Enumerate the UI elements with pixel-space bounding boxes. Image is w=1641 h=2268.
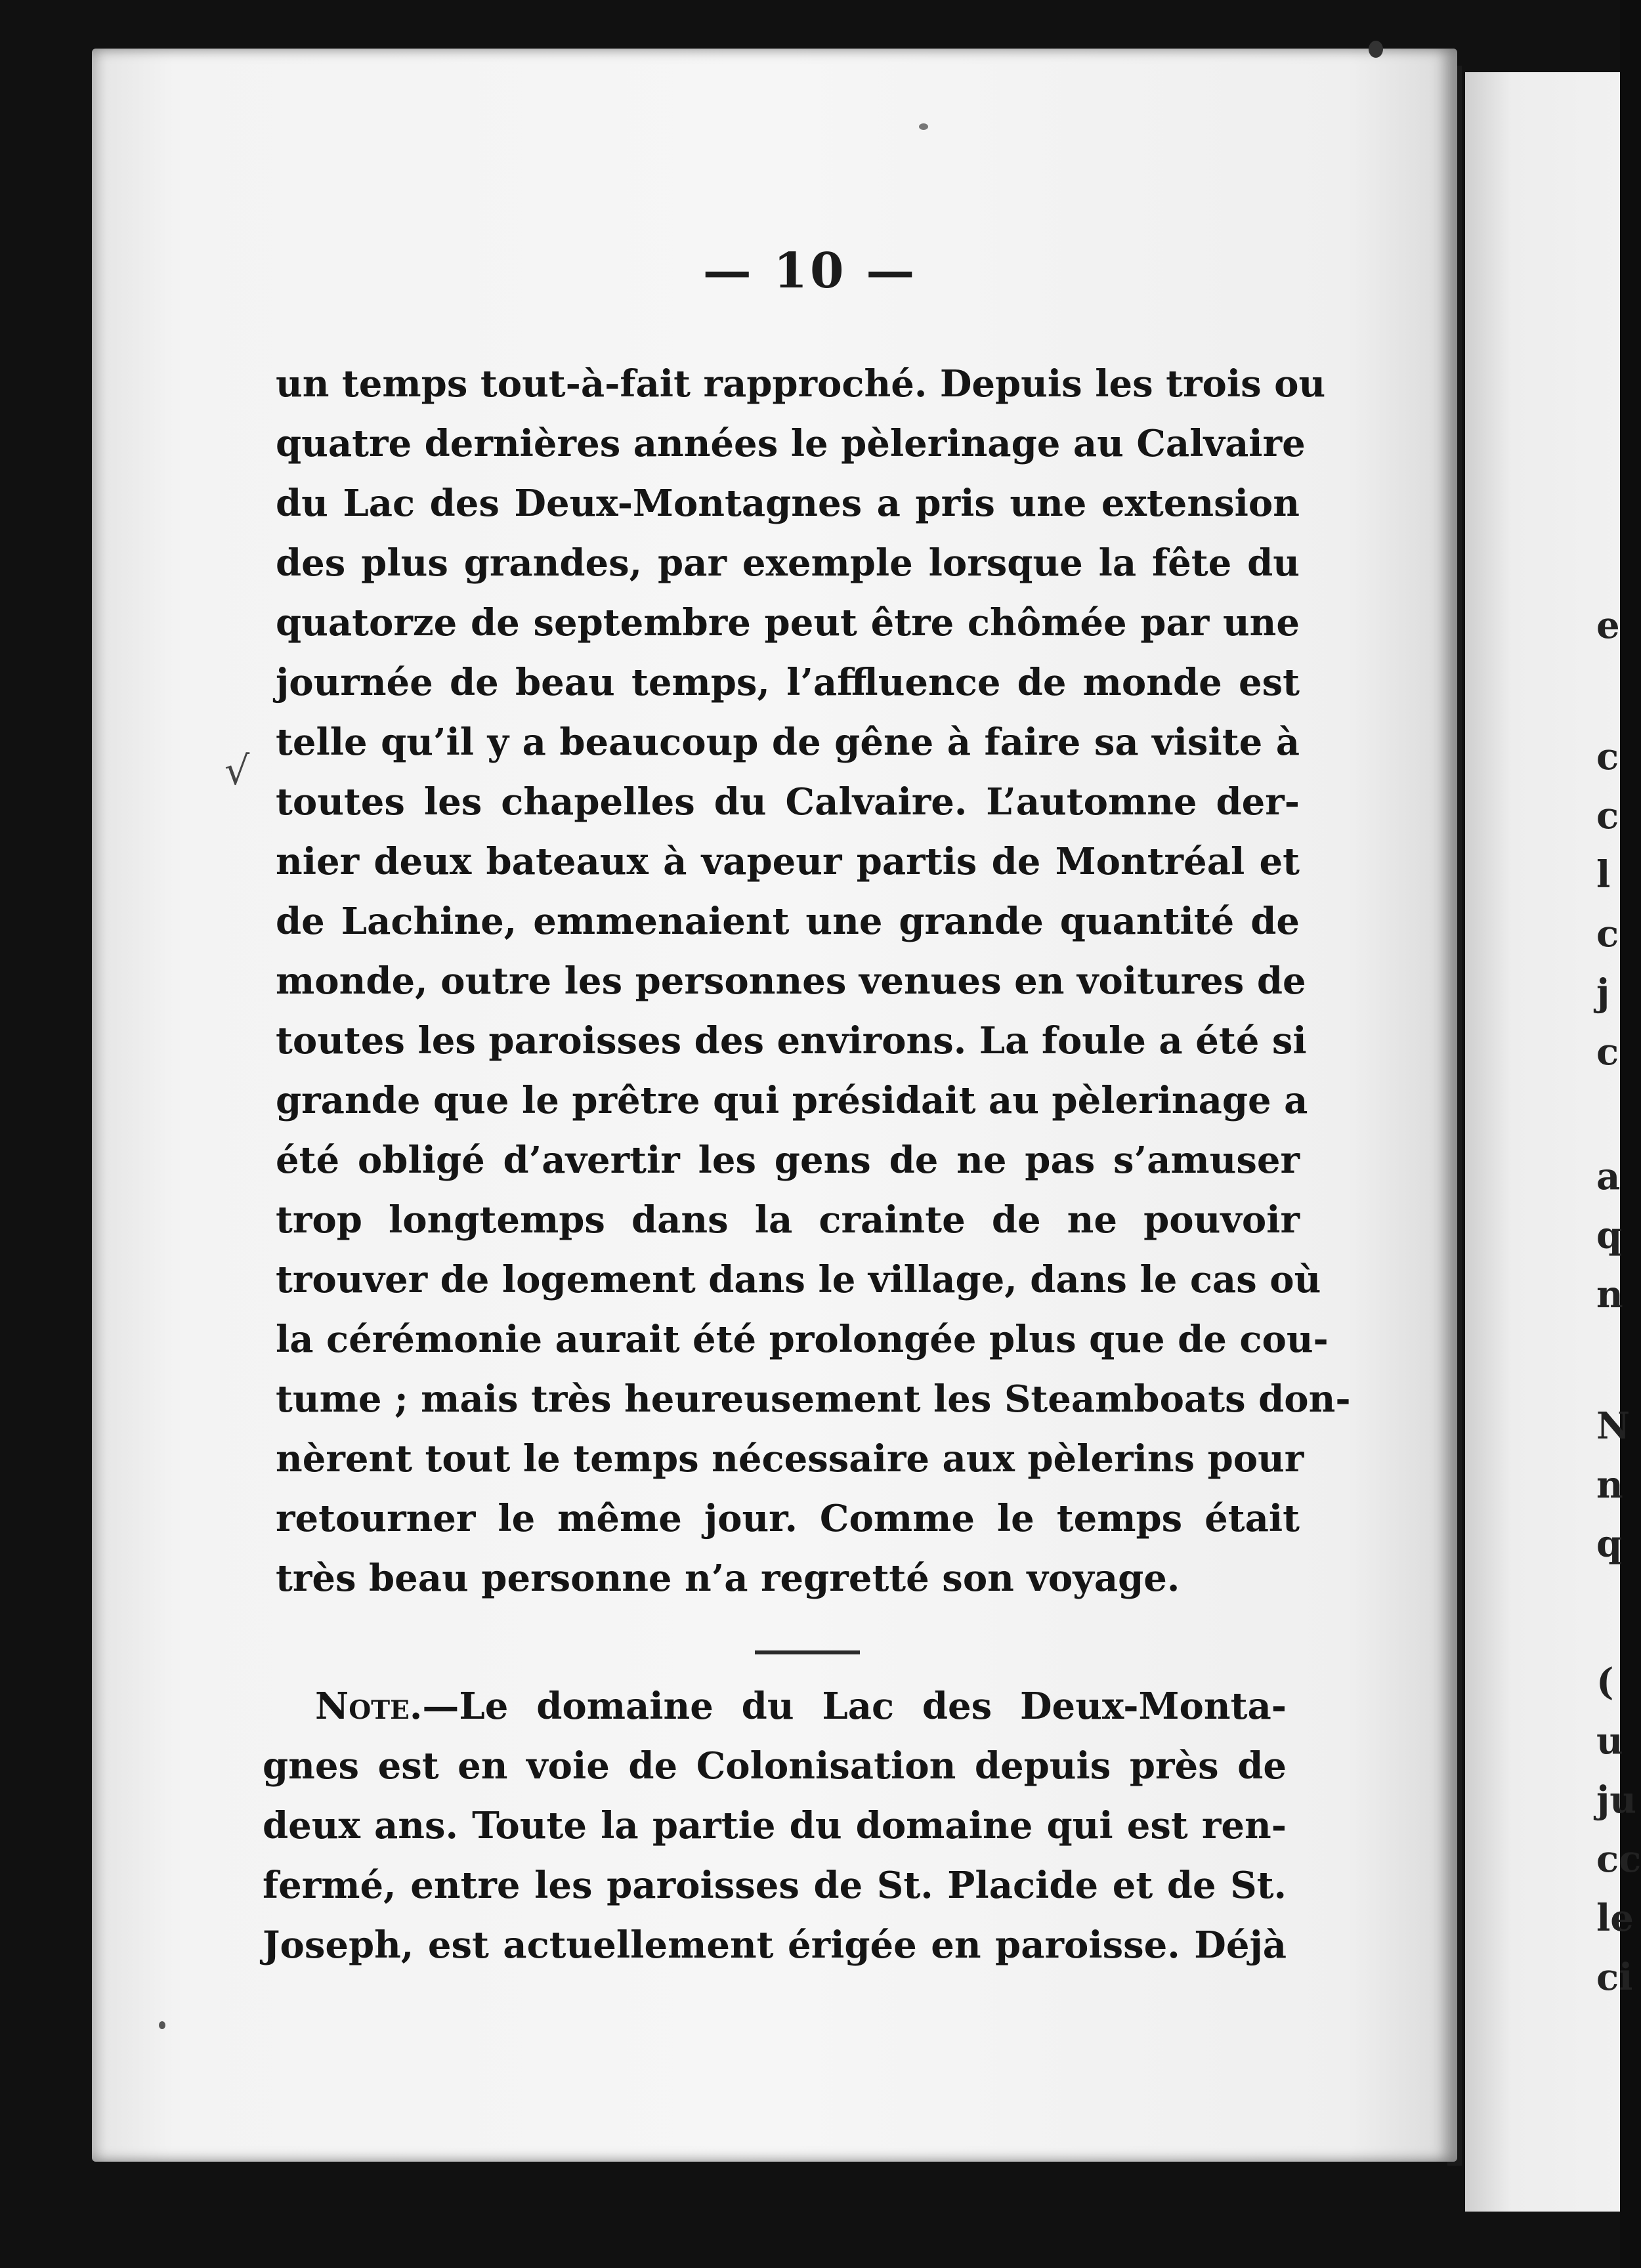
scan-speck <box>919 123 928 130</box>
facing-page-letter: n <box>1596 1273 1623 1316</box>
text-line: grande que le prêtre qui présidait au pèlerinage a <box>276 1079 1308 1122</box>
text-line: de Lachine, emmenaient une grande quantité de <box>276 900 1300 943</box>
facing-page-letter: c <box>1596 794 1619 837</box>
page-number: — 10 — <box>702 243 918 299</box>
facing-page-letter: cc <box>1596 1838 1641 1881</box>
section-rule <box>755 1650 860 1654</box>
facing-page-letter: u <box>1596 1719 1623 1763</box>
note-paragraph <box>263 1677 1287 1975</box>
scan-speck <box>1369 41 1383 58</box>
note-line: fermé, entre les paroisses de St. Placide et de St. <box>263 1864 1287 1907</box>
facing-page-letter: c <box>1596 1030 1619 1074</box>
text-line: quatorze de septembre peut être chômée par une <box>276 601 1300 644</box>
text-line: trop longtemps dans la crainte de ne pouvoir <box>276 1198 1300 1242</box>
facing-page-letter: N <box>1596 1404 1630 1448</box>
facing-page-letter: q <box>1596 1522 1623 1566</box>
text-line: très beau personne n’a regretté son voyage. <box>276 1557 1180 1600</box>
text-line: des plus grandes, par exemple lorsque la fête du <box>276 541 1300 585</box>
text-line: journée de beau temps, l’affluence de monde est <box>276 661 1300 704</box>
facing-page-letter: le <box>1596 1897 1634 1940</box>
text-line: tume ; mais très heureusement les Steamboats don- <box>276 1377 1351 1421</box>
body-text <box>276 354 1351 1608</box>
text-line: trouver de logement dans le village, dans le cas où <box>276 1258 1321 1301</box>
note-first-line <box>263 1677 1287 1736</box>
text-line: quatre dernières années le pèlerinage au Calvaire <box>276 422 1306 465</box>
text-line: nier deux bateaux à vapeur partis de Montréal et <box>276 840 1300 883</box>
text-line: un temps tout-à-fait rapproché. Depuis les trois ou <box>276 362 1326 406</box>
facing-page-letter: ju <box>1596 1778 1636 1822</box>
text-line: toutes les chapelles du Calvaire. L’automne der- <box>276 780 1300 824</box>
facing-page-edge <box>1465 72 1641 2212</box>
facing-page-letter: q <box>1596 1214 1623 1257</box>
text-line: nèrent tout le temps nécessaire aux pèlerins pour <box>276 1437 1304 1480</box>
text-line: telle qu’il y a beaucoup de gêne à faire sa visite à <box>276 721 1300 764</box>
facing-page-letter: l <box>1596 853 1611 896</box>
text-line: toutes les paroisses des environs. La foule a été si <box>276 1019 1307 1062</box>
text-line: retourner le même jour. Comme le temps était <box>276 1497 1300 1540</box>
facing-page-letter: j <box>1596 971 1610 1015</box>
note-line: Joseph, est actuellement érigée en paroisse. Déjà <box>263 1923 1287 1967</box>
text-line: du Lac des Deux-Montagnes a pris une extension <box>276 482 1300 525</box>
facing-page-letter: ( <box>1596 1660 1614 1704</box>
text-line: la cérémonie aurait été prolongée plus que de cou- <box>276 1318 1329 1361</box>
facing-page-letter: a <box>1596 1155 1621 1198</box>
text-line: monde, outre les personnes venues en voitures de <box>276 959 1306 1003</box>
text-line: été obligé d’avertir les gens de ne pas s’amuser <box>276 1139 1300 1182</box>
note-label: Note. <box>315 1685 423 1728</box>
note-line: gnes est en voie de Colonisation depuis près de <box>263 1744 1287 1788</box>
facing-page-letter: c <box>1596 735 1619 778</box>
facing-page-letter: n <box>1596 1463 1623 1507</box>
facing-page-letter: e <box>1596 604 1620 647</box>
scan-speck <box>159 2021 165 2029</box>
facing-page-letter: ci <box>1596 1956 1633 1999</box>
margin-check-mark: √ <box>224 748 250 794</box>
note-line: deux ans. Toute la partie du domaine qui est ren- <box>263 1804 1287 1847</box>
note-first-line-text: —Le domaine du Lac des Deux-Monta- <box>422 1685 1287 1728</box>
facing-page-letter: c <box>1596 912 1619 956</box>
